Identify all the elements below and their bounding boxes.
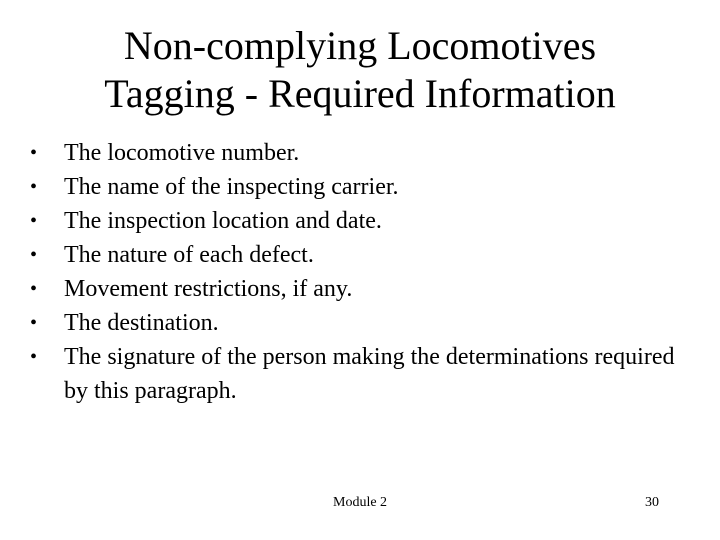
bullet-item — [30, 340, 700, 408]
bullet-text: The locomotive number. — [64, 140, 300, 166]
bullet-item — [30, 238, 700, 272]
bullet-item — [30, 170, 700, 204]
bullet-text: The nature of each defect. — [64, 242, 314, 268]
bullet-text: Movement restrictions, if any. — [64, 276, 353, 302]
bullet-text: The signature of the person making the determinations required by this paragraph. — [64, 344, 675, 404]
bullet-icon: • — [30, 176, 38, 198]
bullet-list — [30, 136, 700, 408]
footer-module-label: Module 2 — [333, 495, 388, 510]
bullet-icon: • — [30, 142, 38, 164]
slide-title — [40, 22, 680, 118]
slide-title-line-2: Tagging - Required Information — [104, 71, 616, 116]
bullet-icon: • — [30, 210, 38, 232]
bullet-item — [30, 272, 700, 306]
bullet-icon: • — [30, 312, 38, 334]
bullet-item — [30, 306, 700, 340]
bullet-item — [30, 204, 700, 238]
bullet-icon: • — [30, 346, 38, 368]
bullet-text: The inspection location and date. — [64, 208, 382, 234]
slide-title-line-1: Non-complying Locomotives — [123, 23, 597, 68]
bullet-item — [30, 136, 700, 170]
bullet-icon: • — [30, 278, 38, 300]
footer-page-number: 30 — [645, 495, 659, 510]
bullet-icon: • — [30, 244, 38, 266]
bullet-text: The name of the inspecting carrier. — [64, 174, 399, 200]
bullet-text: The destination. — [64, 310, 219, 336]
